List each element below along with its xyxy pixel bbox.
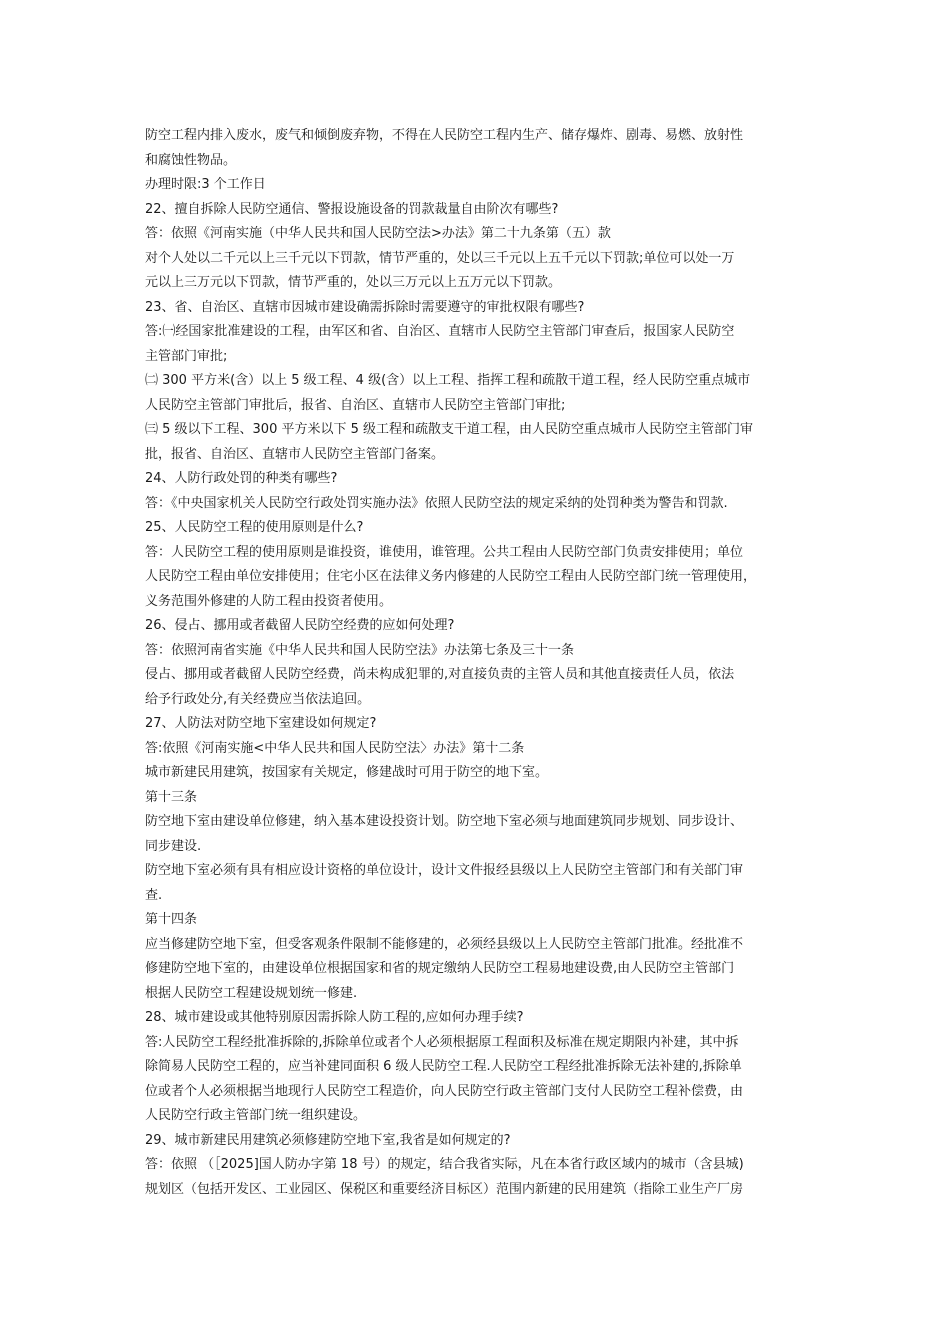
text-line: 批，报省、自治区、直辖市人民防空主管部门备案。: [145, 446, 445, 462]
text-line: 同步建设.: [145, 838, 202, 854]
text-line: 答：依照 （［2025]国人防办字第 18 号）的规定，结合我省实际，凡在本省行政区域内的城市（含县城): [145, 1157, 744, 1172]
text-line: 应当修建防空地下室，但受客观条件限制不能修建的，必须经县级以上人民防空主管部门批准。经批准不: [145, 936, 744, 952]
text-line: ㈢ 5 级以下工程、300 平方米以下 5 级工程和疏散支干道工程，由人民防空重点城市人民防空主管部门审: [145, 422, 754, 437]
text-line: ㈡ 300 平方米(含）以上 5 级工程、4 级(含）以上工程、指挥工程和疏散干道工程，经人民防空重点城市: [145, 373, 751, 388]
text-line: 24、人防行政处罚的种类有哪些?: [145, 471, 338, 486]
text-line: 侵占、挪用或者截留人民防空经费，尚未构成犯罪的,对直接负责的主管人员和其他直接责任人员，依法: [145, 667, 735, 682]
text-line: 位或者个人必须根据当地现行人民防空工程造价，向人民防空行政主管部门支付人民防空工程补偿费，由: [145, 1083, 744, 1099]
text-line: 防空地下室必须有具有相应设计资格的单位设计，设计文件报经县级以上人民防空主管部门和有关部门审: [145, 863, 744, 878]
text-line: 22、擅自拆除人民防空通信、警报设施设备的罚款裁量自由阶次有哪些?: [145, 201, 559, 217]
text-line: 人民防空工程由单位安排使用；住宅小区在法律义务内修建的人民防空工程由人民防空部门统一管理使用，: [145, 569, 757, 584]
text-line: 办理时限:3 个工作日: [145, 177, 266, 192]
text-line: 答:依照《河南实施<中华人民共和国人民防空法〉办法》第十二条: [145, 740, 525, 756]
text-line: 城市新建民用建筑，按国家有关规定，修建战时可用于防空的地下室。: [145, 765, 549, 780]
text-line: 答：依照河南省实施《中华人民共和国人民防空法》办法第七条及三十一条: [145, 642, 575, 658]
text-line: 根据人民防空工程建设规划统一修建.: [145, 985, 358, 1001]
text-line: 答：依照《河南实施（中华人民共和国人民防空法>办法》第二十九条第（五）款: [145, 226, 611, 241]
text-line: 给予行政处分,有关经费应当依法追回。: [145, 691, 371, 707]
text-line: 答:人民防空工程经批准拆除的,拆除单位或者个人必须根据原工程面积及标准在规定期限内补建，其中拆: [145, 1034, 739, 1050]
text-line: 防空地下室由建设单位修建，纳入基本建设投资计划。防空地下室必须与地面建筑同步规划、同步设计、: [145, 814, 744, 829]
text-line: 答：人民防空工程的使用原则是谁投资，谁使用，谁管理。公共工程由人民防空部门负责安排使用；单位: [145, 544, 744, 560]
text-line: 主管部门审批;: [145, 348, 228, 364]
text-line: 人民防空主管部门审批后，报省、自治区、直辖市人民防空主管部门审批;: [145, 397, 566, 413]
text-line: 查.: [145, 887, 163, 903]
text-line: 答:㈠经国家批准建设的工程，由军区和省、自治区、直辖市人民防空主管部门审查后，报国家人民防空: [145, 324, 735, 339]
text-line: 规划区（包括开发区、工业园区、保税区和重要经济目标区）范围内新建的民用建筑（指除工业生产厂房: [145, 1181, 744, 1197]
text-line: 和腐蚀性物品。: [145, 152, 237, 168]
document-page: [145, 124, 815, 1202]
text-line: 25、人民防空工程的使用原则是什么?: [145, 520, 364, 535]
text-line: 第十三条: [145, 789, 198, 805]
text-line: 义务范围外修建的人防工程由投资者使用。: [145, 593, 393, 609]
text-line: 第十四条: [145, 912, 198, 927]
text-line: 23、省、自治区、直辖市因城市建设确需拆除时需要遵守的审批权限有哪些?: [145, 299, 585, 315]
text-line: 28、城市建设或其他特别原因需拆除人防工程的,应如何办理手续?: [145, 1010, 524, 1025]
text-line: 27、人防法对防空地下室建设如何规定?: [145, 716, 377, 731]
text-line: 防空工程内排入废水，废气和倾倒废弃物，不得在人民防空工程内生产、储存爆炸、剧毒、易燃、放射性: [145, 128, 744, 143]
text-line: 元以上三万元以下罚款，情节严重的，处以三万元以上五万元以下罚款。: [145, 275, 562, 290]
text-line: 26、侵占、挪用或者截留人民防空经费的应如何处理?: [145, 618, 455, 633]
text-line: 修建防空地下室的，由建设单位根据国家和省的规定缴纳人民防空工程易地建设费,由人民防空主管部门: [145, 961, 735, 976]
text-line: 人民防空行政主管部门统一组织建设。: [145, 1108, 367, 1123]
text-line: 答：《中央国家机关人民防空行政处罚实施办法》依照人民防空法的规定采纳的处罚种类为警告和罚款.: [145, 495, 728, 511]
text-line: 除简易人民防空工程的，应当补建同面积 6 级人民防空工程.人民防空工程经批准拆除无法补建的,拆除单: [145, 1059, 742, 1074]
text-line: 29、城市新建民用建筑必须修建防空地下室,我省是如何规定的?: [145, 1132, 511, 1148]
text-line: 对个人处以二千元以上三千元以下罚款，情节严重的，处以三千元以上五千元以下罚款;单位可以处一万: [145, 250, 735, 266]
